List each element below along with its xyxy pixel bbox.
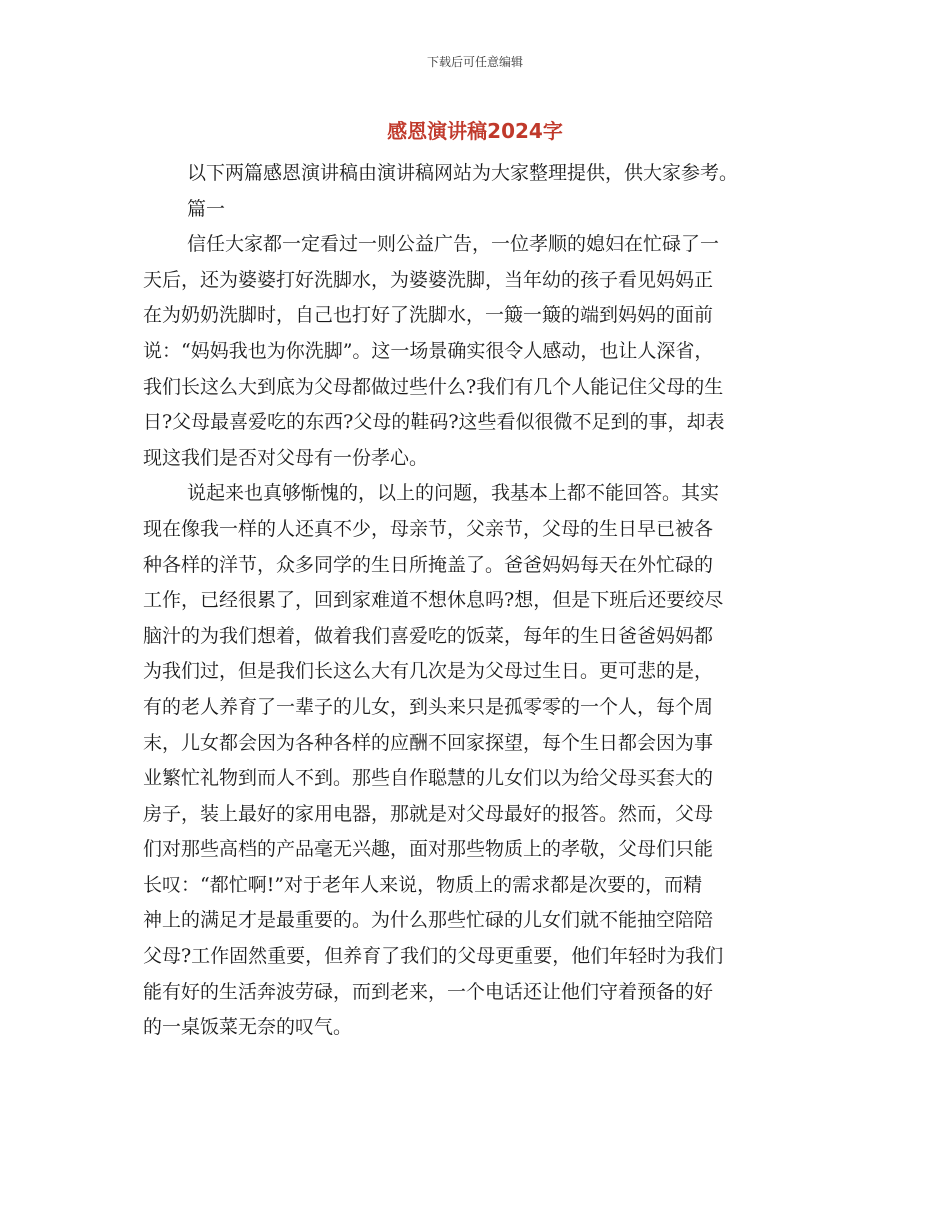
text-line: 的一桌饭菜无奈的叹气。: [143, 1016, 353, 1039]
text-line: 脑汁的为我们想着，做着我们喜爱吃的饭菜，每年的生日爸爸妈妈都: [143, 624, 714, 647]
text-line: 父母?工作固然重要，但养育了我们的父母更重要，他们年轻时为我们: [143, 945, 724, 968]
header-note: 下载后可任意编辑: [426, 55, 523, 69]
text-line: 现在像我一样的人还真不少，母亲节，父亲节，父母的生日早已被各: [143, 517, 714, 540]
text-line: 天后，还为婆婆打好洗脚水，为婆婆洗脚，当年幼的孩子看见妈妈正: [143, 268, 714, 291]
text-line: 现这我们是否对父母有一份孝心。: [143, 446, 429, 469]
text-line: 日?父母最喜爱吃的东西?父母的鞋码?这些看似很微不足到的事，却表: [143, 411, 725, 434]
document-body: [143, 156, 823, 1046]
text-line: 工作，已经很累了，回到家难道不想休息吗?想，但是下班后还要绞尽: [143, 589, 724, 612]
text-line: 房子，装上最好的家用电器，那就是对父母最好的报答。然而，父母: [143, 802, 714, 825]
text-line: 在为奶奶洗脚时，自己也打好了洗脚水，一簸一簸的端到妈妈的面前: [143, 304, 714, 327]
text-line: 篇一: [187, 197, 226, 220]
text-line: 为我们过，但是我们长这么大有几次是为父母过生日。更可悲的是，: [143, 660, 714, 683]
text-line: 说：“妈妈我也为你洗脚”。这一场景确实很令人感动，也让人深省，: [143, 339, 714, 362]
text-line: 们对那些高档的产品毫无兴趣，面对那些物质上的孝敬，父母们只能: [143, 838, 714, 861]
text-line: 以下两篇感恩演讲稿由演讲稿网站为大家整理提供，供大家参考。: [187, 162, 739, 184]
page-title: 感恩演讲稿2024字: [387, 119, 563, 143]
text-line: 有的老人养育了一辈子的儿女，到头来只是孤零零的一个人，每个周: [143, 695, 714, 718]
text-line: 末，儿女都会因为各种各样的应酬不回家探望，每个生日都会因为事: [143, 731, 714, 754]
text-line: 说起来也真够惭愧的，以上的问题，我基本上都不能回答。其实: [187, 482, 720, 505]
text-line: 我们长这么大到底为父母都做过些什么?我们有几个人能记住父母的生: [143, 375, 724, 398]
text-line: 能有好的生活奔波劳碌，而到老来，一个电话还让他们守着预备的好: [143, 980, 714, 1003]
text-line: 信任大家都一定看过一则公益广告，一位孝顺的媳妇在忙碌了一: [187, 233, 720, 256]
text-line: 神上的满足才是最重要的。为什么那些忙碌的儿女们就不能抽空陪陪: [143, 909, 714, 932]
text-line: 长叹：“都忙啊!”对于老年人来说，物质上的需求都是次要的，而精: [143, 873, 703, 896]
text-line: 业繁忙礼物到而人不到。那些自作聪慧的儿女们以为给父母买套大的: [143, 767, 714, 790]
text-line: 种各样的洋节，众多同学的生日所掩盖了。爸爸妈妈每天在外忙碌的: [143, 553, 714, 576]
